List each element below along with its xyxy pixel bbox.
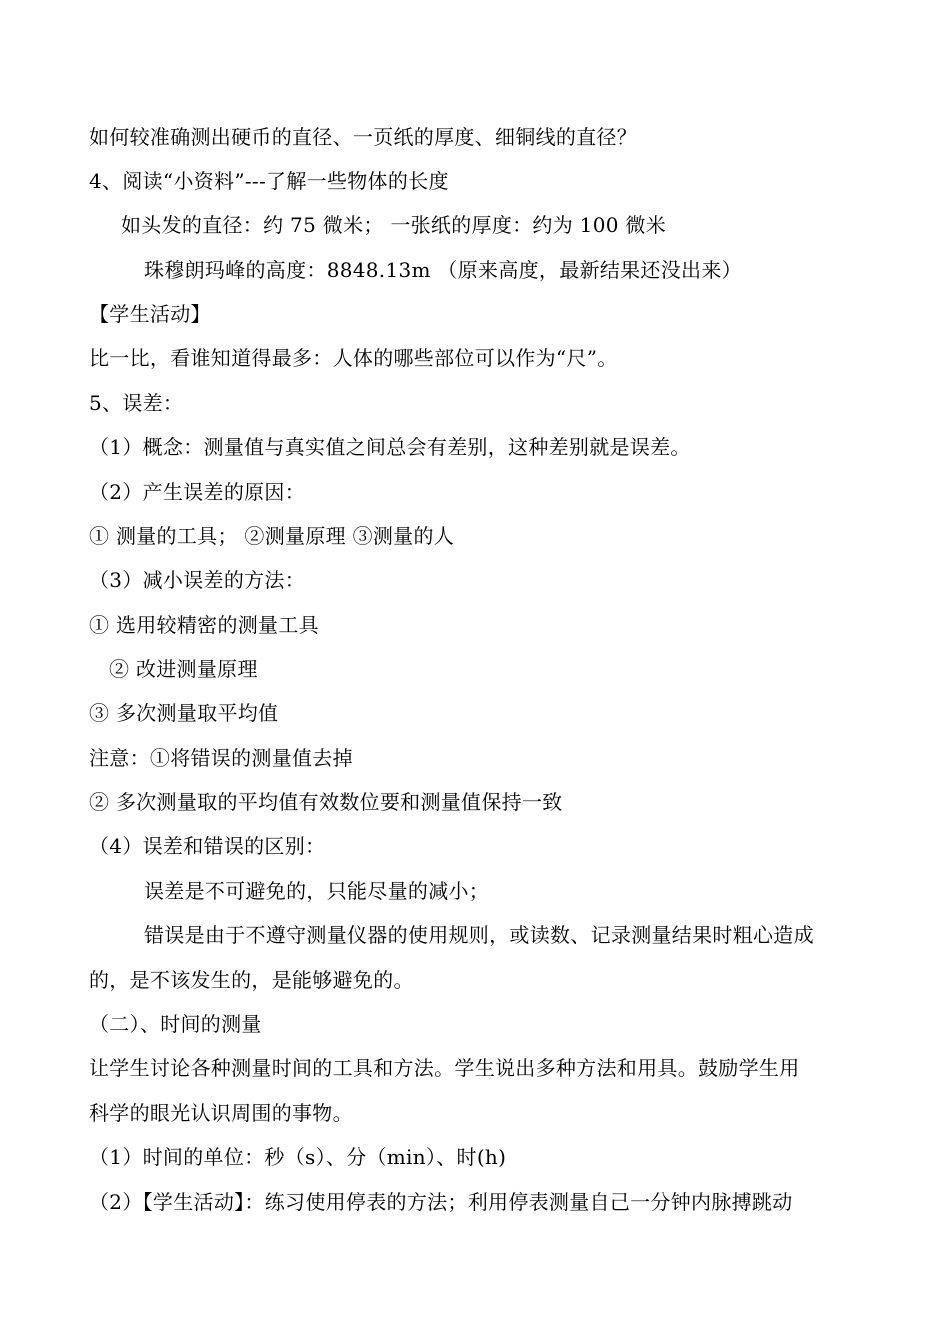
hair-paper-line: 如头发的直径：约 75 微米； 一张纸的厚度：约为 100 微米 xyxy=(121,213,667,237)
reduce-error-item-2: ② 改进测量原理 xyxy=(109,657,258,681)
mistake-definition-line-1: 错误是由于不遵守测量仪器的使用规则，或读数、记录测量结果时粗心造成 xyxy=(144,923,814,947)
time-measurement-heading: （二）、时间的测量 xyxy=(89,1012,262,1036)
activity-description: 比一比，看谁知道得最多：人体的哪些部位可以作为“尺”。 xyxy=(89,346,618,370)
error-vs-mistake-heading: （4）误差和错误的区别： xyxy=(89,834,326,858)
reduce-error-item-3: ③ 多次测量取平均值 xyxy=(89,701,279,725)
stopwatch-activity-line: （2）【学生活动】：练习使用停表的方法；利用停表测量自己一分钟内脉搏跳动 xyxy=(89,1190,793,1214)
student-activity-heading: 【学生活动】 xyxy=(89,302,211,326)
note-line-2: ② 多次测量取的平均值有效数位要和测量值保持一致 xyxy=(89,790,563,814)
section-5-heading: 5、误差： xyxy=(89,391,184,415)
error-definition-line: 误差是不可避免的，只能尽量的减小； xyxy=(144,879,490,903)
section-4-heading: 4、阅读“小资料”---了解一些物体的长度 xyxy=(89,169,449,193)
note-line-1: 注意：①将错误的测量值去掉 xyxy=(89,746,353,770)
reduce-error-heading: （3）减小误差的方法： xyxy=(89,568,306,592)
reduce-error-item-1: ① 选用较精密的测量工具 xyxy=(89,613,319,637)
time-discussion-line-2: 科学的眼光认识周围的事物。 xyxy=(89,1101,353,1125)
error-causes-heading: （2）产生误差的原因： xyxy=(89,480,306,504)
question-line: 如何较准确测出硬币的直径、一页纸的厚度、细铜线的直径？ xyxy=(89,125,638,149)
error-concept-line: （1）概念：测量值与真实值之间总会有差别，这种差别就是误差。 xyxy=(89,435,691,459)
time-units-line: （1）时间的单位：秒（s）、分（min）、时(h) xyxy=(89,1145,507,1169)
mistake-definition-line-2: 的，是不该发生的，是能够避免的。 xyxy=(89,968,414,992)
time-discussion-line-1: 让学生讨论各种测量时间的工具和方法。学生说出多种方法和用具。鼓励学生用 xyxy=(89,1056,800,1080)
everest-line: 珠穆朗玛峰的高度：8848.13m （原来高度，最新结果还没出来） xyxy=(144,258,742,282)
error-causes-list: ① 测量的工具； ②测量原理 ③测量的人 xyxy=(89,524,455,548)
